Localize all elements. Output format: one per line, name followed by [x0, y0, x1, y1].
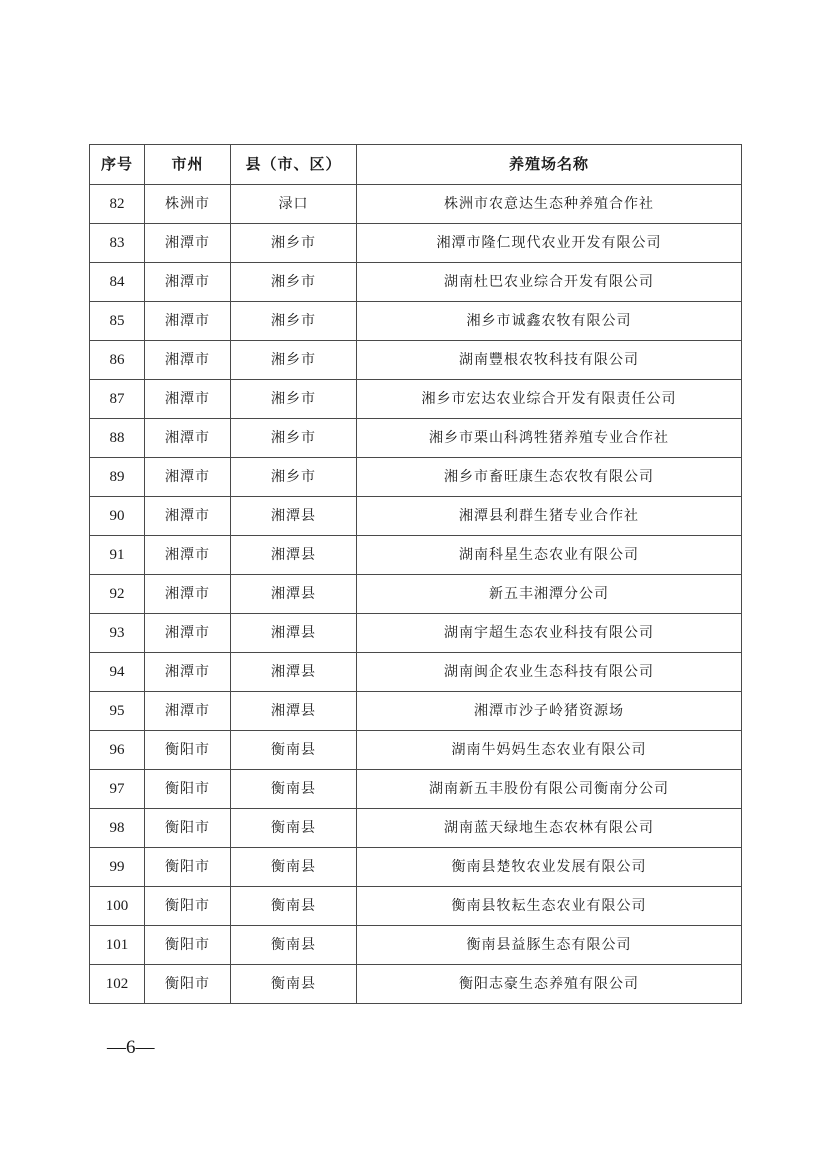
cell-county: 湘乡市: [231, 224, 357, 263]
cell-city: 衡阳市: [145, 770, 231, 809]
table-row: [90, 887, 742, 926]
cell-city: 湘潭市: [145, 224, 231, 263]
cell-farm-name: 衡南县牧耘生态农业有限公司: [357, 887, 742, 926]
header-city: 市州: [145, 145, 231, 185]
cell-city: 湘潭市: [145, 614, 231, 653]
table-row: [90, 419, 742, 458]
cell-no: 82: [90, 185, 145, 224]
table-row: [90, 614, 742, 653]
page-number: —6—: [107, 1037, 155, 1058]
cell-no: 100: [90, 887, 145, 926]
cell-farm-name: 衡阳志豪生态养殖有限公司: [357, 965, 742, 1004]
cell-county: 湘乡市: [231, 458, 357, 497]
cell-farm-name: 衡南县益豚生态有限公司: [357, 926, 742, 965]
cell-city: 湘潭市: [145, 341, 231, 380]
cell-county: 衡南县: [231, 731, 357, 770]
cell-county: 湘潭县: [231, 614, 357, 653]
table-row: [90, 458, 742, 497]
cell-county: 湘乡市: [231, 380, 357, 419]
cell-county: 衡南县: [231, 926, 357, 965]
cell-city: 衡阳市: [145, 926, 231, 965]
cell-city: 衡阳市: [145, 809, 231, 848]
cell-no: 94: [90, 653, 145, 692]
cell-farm-name: 湘乡市栗山科鸿牲猪养殖专业合作社: [357, 419, 742, 458]
table-row: [90, 575, 742, 614]
cell-county: 湘潭县: [231, 692, 357, 731]
table-row: [90, 497, 742, 536]
cell-farm-name: 湖南新五丰股份有限公司衡南分公司: [357, 770, 742, 809]
cell-no: 91: [90, 536, 145, 575]
cell-no: 96: [90, 731, 145, 770]
cell-county: 渌口: [231, 185, 357, 224]
table-row: [90, 302, 742, 341]
cell-county: 湘潭县: [231, 653, 357, 692]
cell-city: 衡阳市: [145, 848, 231, 887]
table-row: [90, 965, 742, 1004]
cell-farm-name: 湘乡市宏达农业综合开发有限责任公司: [357, 380, 742, 419]
cell-farm-name: 湖南牛妈妈生态农业有限公司: [357, 731, 742, 770]
cell-no: 101: [90, 926, 145, 965]
table-row: [90, 536, 742, 575]
cell-city: 湘潭市: [145, 653, 231, 692]
cell-city: 湘潭市: [145, 458, 231, 497]
header-farm-name: 养殖场名称: [357, 145, 742, 185]
table-row: [90, 185, 742, 224]
cell-county: 湘乡市: [231, 419, 357, 458]
cell-no: 88: [90, 419, 145, 458]
header-row: [90, 145, 742, 185]
cell-farm-name: 湘潭市沙子岭猪资源场: [357, 692, 742, 731]
cell-no: 92: [90, 575, 145, 614]
cell-no: 89: [90, 458, 145, 497]
cell-county: 衡南县: [231, 887, 357, 926]
cell-county: 湘潭县: [231, 497, 357, 536]
cell-no: 90: [90, 497, 145, 536]
cell-farm-name: 衡南县楚牧农业发展有限公司: [357, 848, 742, 887]
cell-no: 93: [90, 614, 145, 653]
cell-county: 衡南县: [231, 965, 357, 1004]
cell-city: 湘潭市: [145, 692, 231, 731]
table-row: [90, 341, 742, 380]
cell-county: 湘乡市: [231, 302, 357, 341]
table-row: [90, 809, 742, 848]
cell-no: 102: [90, 965, 145, 1004]
cell-city: 衡阳市: [145, 731, 231, 770]
table-row: [90, 692, 742, 731]
cell-farm-name: 湖南宇超生态农业科技有限公司: [357, 614, 742, 653]
cell-no: 86: [90, 341, 145, 380]
cell-city: 湘潭市: [145, 575, 231, 614]
header-no: 序号: [90, 145, 145, 185]
cell-county: 湘潭县: [231, 575, 357, 614]
farm-list-table: [89, 144, 742, 1004]
cell-farm-name: 新五丰湘潭分公司: [357, 575, 742, 614]
cell-no: 85: [90, 302, 145, 341]
cell-farm-name: 湖南闽企农业生态科技有限公司: [357, 653, 742, 692]
cell-farm-name: 湘乡市畜旺康生态农牧有限公司: [357, 458, 742, 497]
header-county: 县（市、区）: [231, 145, 357, 185]
cell-farm-name: 湘潭县利群生猪专业合作社: [357, 497, 742, 536]
cell-city: 湘潭市: [145, 419, 231, 458]
table-row: [90, 731, 742, 770]
table-row: [90, 653, 742, 692]
cell-city: 衡阳市: [145, 887, 231, 926]
cell-city: 湘潭市: [145, 380, 231, 419]
cell-city: 湘潭市: [145, 263, 231, 302]
cell-no: 95: [90, 692, 145, 731]
cell-farm-name: 湖南科星生态农业有限公司: [357, 536, 742, 575]
cell-farm-name: 湖南蓝天绿地生态农林有限公司: [357, 809, 742, 848]
cell-no: 83: [90, 224, 145, 263]
cell-farm-name: 湘潭市隆仁现代农业开发有限公司: [357, 224, 742, 263]
cell-farm-name: 湘乡市诚鑫农牧有限公司: [357, 302, 742, 341]
cell-farm-name: 湖南杜巴农业综合开发有限公司: [357, 263, 742, 302]
cell-county: 湘乡市: [231, 263, 357, 302]
cell-county: 湘乡市: [231, 341, 357, 380]
table-row: [90, 263, 742, 302]
cell-city: 株洲市: [145, 185, 231, 224]
cell-county: 湘潭县: [231, 536, 357, 575]
cell-county: 衡南县: [231, 848, 357, 887]
cell-no: 87: [90, 380, 145, 419]
cell-county: 衡南县: [231, 809, 357, 848]
cell-farm-name: 株洲市农意达生态种养殖合作社: [357, 185, 742, 224]
cell-farm-name: 湖南豐根农牧科技有限公司: [357, 341, 742, 380]
table-row: [90, 926, 742, 965]
cell-city: 湘潭市: [145, 536, 231, 575]
cell-city: 衡阳市: [145, 965, 231, 1004]
cell-city: 湘潭市: [145, 497, 231, 536]
table-body: [90, 185, 742, 1004]
cell-no: 97: [90, 770, 145, 809]
table-header: [90, 145, 742, 185]
cell-county: 衡南县: [231, 770, 357, 809]
cell-no: 84: [90, 263, 145, 302]
table-row: [90, 848, 742, 887]
cell-no: 98: [90, 809, 145, 848]
table-row: [90, 770, 742, 809]
table-row: [90, 224, 742, 263]
table-row: [90, 380, 742, 419]
cell-no: 99: [90, 848, 145, 887]
cell-city: 湘潭市: [145, 302, 231, 341]
